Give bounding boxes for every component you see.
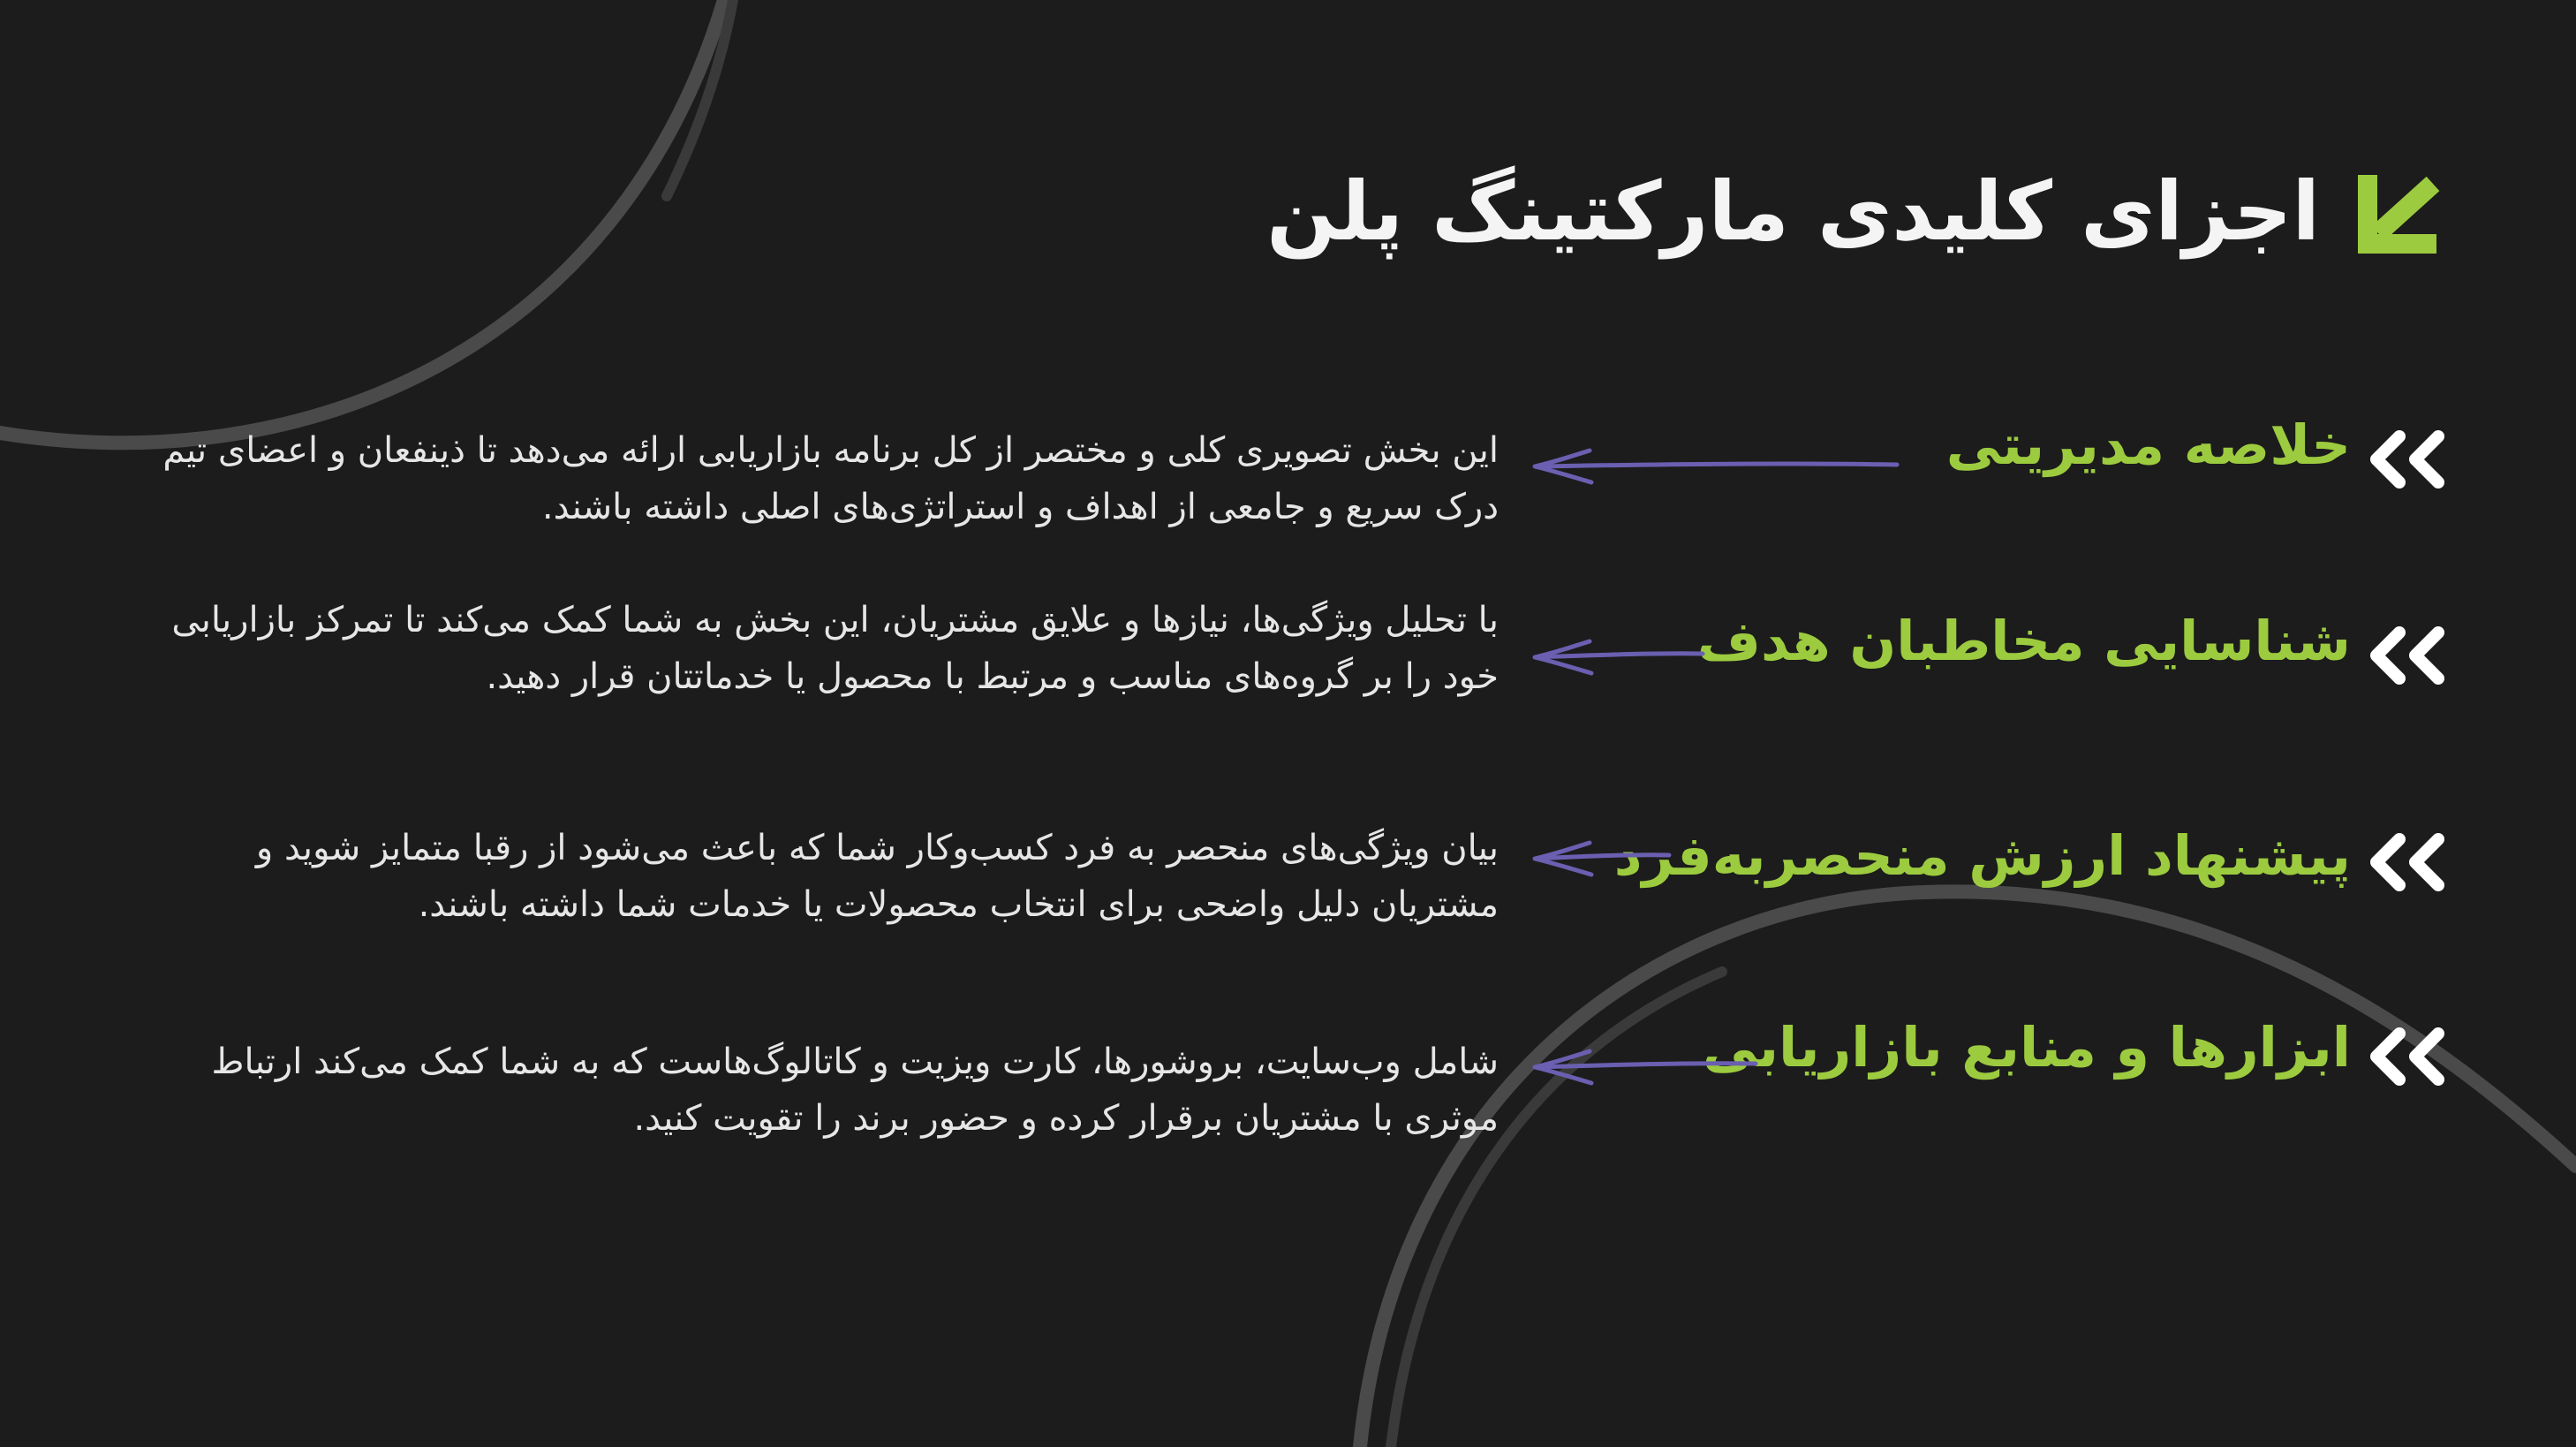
item-description: شامل وب‌سایت، بروشورها، کارت ویزیت و کاتالوگ‌هاست که به شما کمک می‌کند ارتباط موثری با مشتریان برقرار کرده و حضور برند را تقویت کنید. [211, 1042, 1499, 1139]
double-chevron-left-icon [2364, 832, 2452, 892]
arrow-left-icon [1519, 438, 1907, 491]
arrow-left-icon [1519, 1039, 1766, 1092]
title-row [1266, 150, 2444, 274]
item-heading: پیشنهاد ارزش منحصربه‌فرد [1613, 823, 2351, 888]
double-chevron-left-icon [2364, 625, 2452, 686]
item-heading: خلاصه مدیریتی [1945, 413, 2351, 477]
arrow-down-left-icon [2355, 168, 2444, 256]
double-chevron-left-icon [2364, 429, 2452, 489]
bottom-right-arc-outer [1360, 891, 2576, 1447]
item-heading: ابزارها و منابع بازاریابی [1703, 1015, 2351, 1080]
item-description: با تحلیل ویژگی‌ها، نیازها و علایق مشتریان، این بخش به شما کمک می‌کند تا تمرکز بازاریابی خود را بر گروه‌های مناسب و مرتبط با محصول یا خدماتتان قرار دهید. [171, 600, 1499, 697]
item-description: این بخش تصویری کلی و مختصر از کل برنامه بازاریابی ارائه می‌دهد تا ذینفعان و اعضای تیم درک سریع و جامعی از اهداف و استراتژی‌های اصلی داشته باشند. [162, 430, 1499, 527]
top-left-arc-outer [0, 0, 724, 443]
item-description: بیان ویژگی‌های منحصر به فرد کسب‌وکار شما که باعث می‌شود از رقبا متمایز شوید و مشتریان دلیل واضحی برای انتخاب محصولات یا خدمات شما داشته باشند. [255, 828, 1499, 925]
arrow-left-icon [1519, 830, 1678, 883]
top-left-arc-inner [667, 0, 733, 196]
item-heading: شناسایی مخاطبان هدف [1696, 609, 2351, 673]
page-title: اجزای کلیدی مارکتینگ پلن [1266, 164, 2320, 259]
double-chevron-left-icon [2364, 1027, 2452, 1087]
arrow-left-icon [1519, 629, 1713, 682]
